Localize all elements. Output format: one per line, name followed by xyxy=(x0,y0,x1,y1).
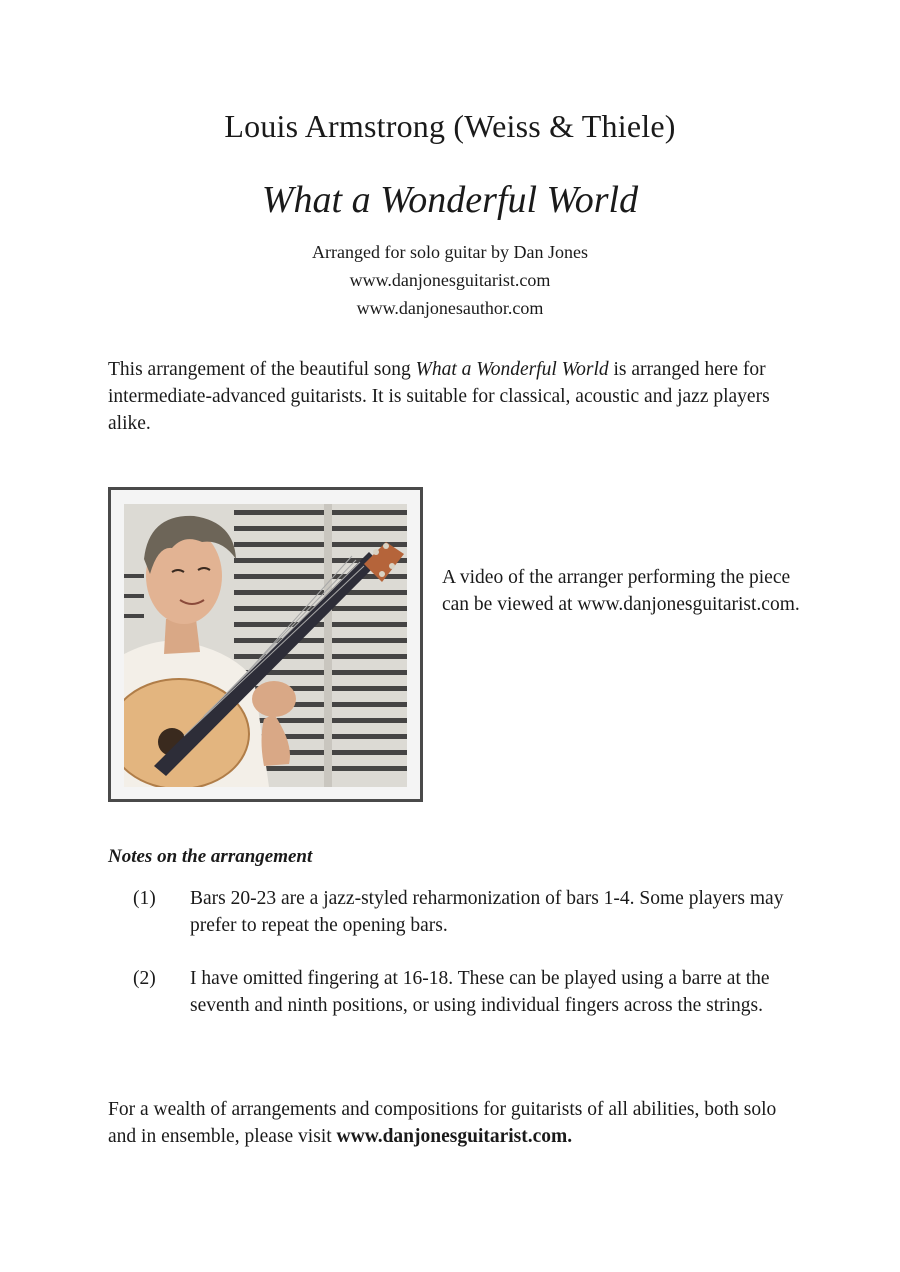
song-title: What a Wonderful World xyxy=(261,179,639,221)
note-text: Bars 20-23 are a jazz-styled reharmonization of bars 1-4. Some players may prefer to repeat the opening bars. xyxy=(190,888,784,936)
footer-paragraph xyxy=(108,1096,808,1150)
intro-prefix: This arrangement of the beautiful song xyxy=(108,359,416,380)
arranger-photo xyxy=(108,487,423,802)
intro-paragraph xyxy=(108,356,798,437)
note-text: I have omitted fingering at 16-18. These can be played using a barre at the seventh and ninth positions, or using individual fingers across the strings. xyxy=(190,968,770,1016)
guitarist-photo-illustration xyxy=(124,504,407,787)
video-note: A video of the arranger performing the piece can be viewed at www.danjonesguitarist.com. xyxy=(442,567,800,615)
footer-website-link[interactable]: www.danjonesguitarist.com. xyxy=(336,1126,573,1147)
note-number: (2) xyxy=(133,968,156,989)
intro-suffix: is arranged here for intermediate-advanced guitarists. It is suitable for classical, acoustic and jazz players alike. xyxy=(108,359,770,434)
note-number: (1) xyxy=(133,888,156,909)
arranger-line: Arranged for solo guitar by Dan Jones xyxy=(312,242,588,262)
credits-block xyxy=(0,238,900,322)
website-link-author[interactable]: www.danjonesauthor.com xyxy=(356,298,544,318)
notes-heading: Notes on the arrangement xyxy=(108,846,313,867)
website-link-guitarist[interactable]: www.danjonesguitarist.com xyxy=(349,270,551,290)
footer-text: For a wealth of arrangements and compositions for guitarists of all abilities, both solo and in ensemble, please visit xyxy=(108,1099,777,1147)
composer-title: Louis Armstrong (Weiss & Thiele) xyxy=(224,108,676,144)
intro-song-reference: What a Wonderful World xyxy=(415,359,609,380)
